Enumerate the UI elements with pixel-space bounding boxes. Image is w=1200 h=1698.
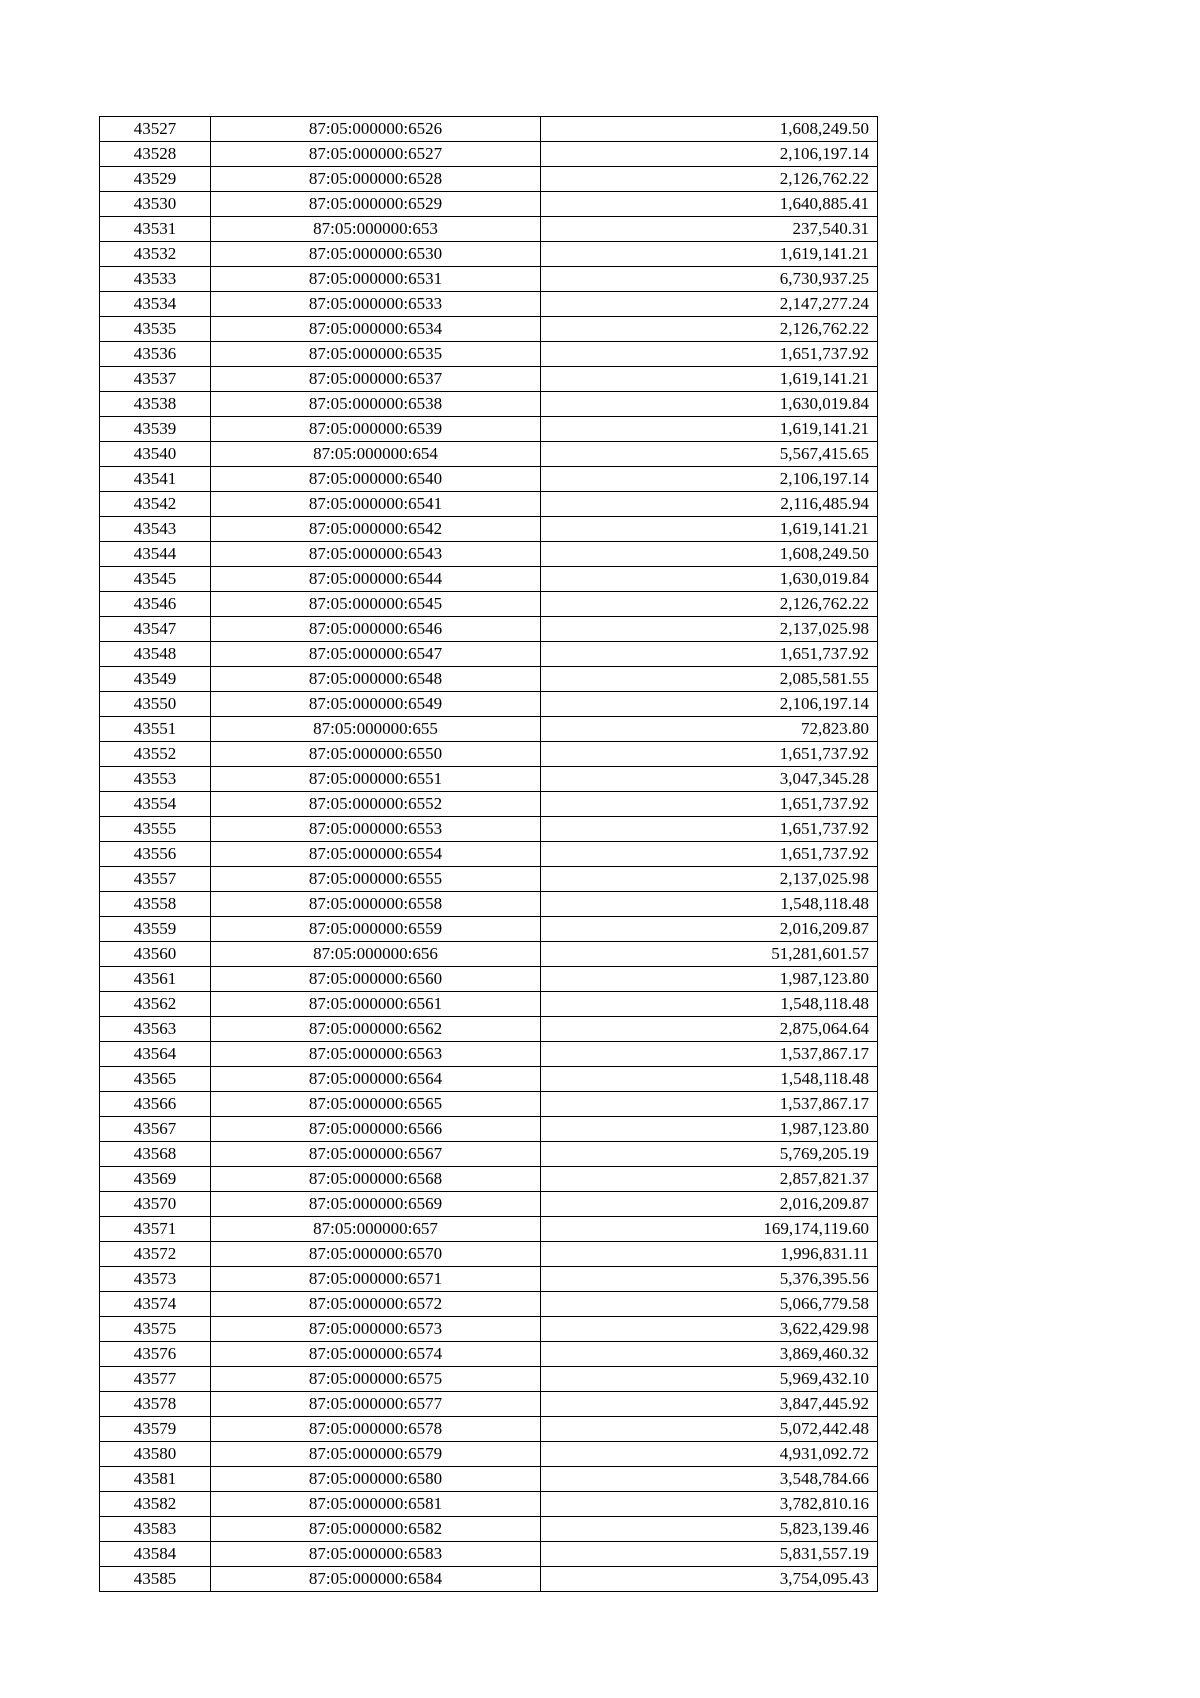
value-cell: 6,730,937.25: [541, 267, 878, 292]
table-row: [100, 892, 878, 917]
cadastral-number-cell: 87:05:000000:6533: [211, 292, 541, 317]
row-number-cell: 43578: [100, 1392, 211, 1417]
row-number-cell: 43563: [100, 1017, 211, 1042]
cadastral-number-cell: 87:05:000000:6540: [211, 467, 541, 492]
value-cell: 5,769,205.19: [541, 1142, 878, 1167]
table-row: [100, 842, 878, 867]
row-number-cell: 43567: [100, 1117, 211, 1142]
table-row: [100, 1467, 878, 1492]
value-cell: 3,548,784.66: [541, 1467, 878, 1492]
cadastral-number-cell: 87:05:000000:6567: [211, 1142, 541, 1167]
row-number-cell: 43585: [100, 1567, 211, 1592]
value-cell: 1,608,249.50: [541, 542, 878, 567]
row-number-cell: 43583: [100, 1517, 211, 1542]
row-number-cell: 43571: [100, 1217, 211, 1242]
row-number-cell: 43551: [100, 717, 211, 742]
cadastral-number-cell: 87:05:000000:6570: [211, 1242, 541, 1267]
cadastral-number-cell: 87:05:000000:6582: [211, 1517, 541, 1542]
row-number-cell: 43577: [100, 1367, 211, 1392]
row-number-cell: 43569: [100, 1167, 211, 1192]
cadastral-number-cell: 87:05:000000:6543: [211, 542, 541, 567]
cadastral-number-cell: 87:05:000000:6554: [211, 842, 541, 867]
row-number-cell: 43536: [100, 342, 211, 367]
cadastral-number-cell: 87:05:000000:6544: [211, 567, 541, 592]
value-cell: 2,085,581.55: [541, 667, 878, 692]
row-number-cell: 43581: [100, 1467, 211, 1492]
table-row: [100, 617, 878, 642]
row-number-cell: 43559: [100, 917, 211, 942]
value-cell: 1,619,141.21: [541, 242, 878, 267]
row-number-cell: 43539: [100, 417, 211, 442]
cadastral-number-cell: 87:05:000000:6565: [211, 1092, 541, 1117]
row-number-cell: 43548: [100, 642, 211, 667]
table-row: [100, 1442, 878, 1467]
table-row: [100, 767, 878, 792]
value-cell: 3,047,345.28: [541, 767, 878, 792]
row-number-cell: 43527: [100, 117, 211, 142]
row-number-cell: 43556: [100, 842, 211, 867]
value-cell: 1,630,019.84: [541, 392, 878, 417]
table-row: [100, 1142, 878, 1167]
value-cell: 1,619,141.21: [541, 517, 878, 542]
row-number-cell: 43545: [100, 567, 211, 592]
cadastral-number-cell: 87:05:000000:657: [211, 1217, 541, 1242]
table-row: [100, 567, 878, 592]
cadastral-number-cell: 87:05:000000:6531: [211, 267, 541, 292]
value-cell: 2,116,485.94: [541, 492, 878, 517]
table-row: [100, 1492, 878, 1517]
cadastral-number-cell: 87:05:000000:6561: [211, 992, 541, 1017]
value-cell: 2,147,277.24: [541, 292, 878, 317]
row-number-cell: 43584: [100, 1542, 211, 1567]
value-cell: 2,016,209.87: [541, 917, 878, 942]
value-cell: 5,969,432.10: [541, 1367, 878, 1392]
table-row: [100, 742, 878, 767]
row-number-cell: 43560: [100, 942, 211, 967]
cadastral-number-cell: 87:05:000000:6559: [211, 917, 541, 942]
value-cell: 1,640,885.41: [541, 192, 878, 217]
value-cell: 1,608,249.50: [541, 117, 878, 142]
table-row: [100, 192, 878, 217]
row-number-cell: 43537: [100, 367, 211, 392]
row-number-cell: 43554: [100, 792, 211, 817]
table-row: [100, 942, 878, 967]
value-cell: 1,537,867.17: [541, 1042, 878, 1067]
row-number-cell: 43568: [100, 1142, 211, 1167]
value-cell: 2,106,197.14: [541, 467, 878, 492]
cadastral-number-cell: 87:05:000000:6551: [211, 767, 541, 792]
value-cell: 1,987,123.80: [541, 967, 878, 992]
value-cell: 2,126,762.22: [541, 167, 878, 192]
table-row: [100, 867, 878, 892]
value-cell: 4,931,092.72: [541, 1442, 878, 1467]
row-number-cell: 43544: [100, 542, 211, 567]
row-number-cell: 43562: [100, 992, 211, 1017]
table-row: [100, 1217, 878, 1242]
table-row: [100, 417, 878, 442]
cadastral-number-cell: 87:05:000000:6546: [211, 617, 541, 642]
row-number-cell: 43575: [100, 1317, 211, 1342]
cadastral-number-cell: 87:05:000000:655: [211, 717, 541, 742]
table-row: [100, 292, 878, 317]
row-number-cell: 43565: [100, 1067, 211, 1092]
value-cell: 1,548,118.48: [541, 1067, 878, 1092]
table-row: [100, 1567, 878, 1592]
cadastral-number-cell: 87:05:000000:6528: [211, 167, 541, 192]
value-cell: 169,174,119.60: [541, 1217, 878, 1242]
cadastral-number-cell: 87:05:000000:6541: [211, 492, 541, 517]
table-row: [100, 392, 878, 417]
value-cell: 1,619,141.21: [541, 417, 878, 442]
table-row: [100, 1517, 878, 1542]
value-cell: 51,281,601.57: [541, 942, 878, 967]
value-cell: 2,137,025.98: [541, 617, 878, 642]
table-row: [100, 692, 878, 717]
table-row: [100, 1092, 878, 1117]
value-cell: 2,126,762.22: [541, 592, 878, 617]
row-number-cell: 43574: [100, 1292, 211, 1317]
value-cell: 5,831,557.19: [541, 1542, 878, 1567]
value-cell: 1,651,737.92: [541, 817, 878, 842]
cadastral-number-cell: 87:05:000000:6577: [211, 1392, 541, 1417]
table-row: [100, 967, 878, 992]
cadastral-number-cell: 87:05:000000:6550: [211, 742, 541, 767]
table-row: [100, 1292, 878, 1317]
row-number-cell: 43552: [100, 742, 211, 767]
data-table: [99, 116, 878, 1592]
table-row: [100, 1192, 878, 1217]
table-row: [100, 442, 878, 467]
value-cell: 3,869,460.32: [541, 1342, 878, 1367]
cadastral-number-cell: 87:05:000000:6529: [211, 192, 541, 217]
cadastral-number-cell: 87:05:000000:6552: [211, 792, 541, 817]
cadastral-number-cell: 87:05:000000:6581: [211, 1492, 541, 1517]
value-cell: 2,875,064.64: [541, 1017, 878, 1042]
cadastral-number-cell: 87:05:000000:6530: [211, 242, 541, 267]
cadastral-number-cell: 87:05:000000:6537: [211, 367, 541, 392]
cadastral-number-cell: 87:05:000000:6575: [211, 1367, 541, 1392]
value-cell: 2,857,821.37: [541, 1167, 878, 1192]
row-number-cell: 43541: [100, 467, 211, 492]
table-row: [100, 242, 878, 267]
table-row: [100, 1367, 878, 1392]
table-row: [100, 517, 878, 542]
value-cell: 2,106,197.14: [541, 142, 878, 167]
cadastral-number-cell: 87:05:000000:6580: [211, 1467, 541, 1492]
cadastral-number-cell: 87:05:000000:6545: [211, 592, 541, 617]
row-number-cell: 43543: [100, 517, 211, 542]
value-cell: 1,651,737.92: [541, 642, 878, 667]
value-cell: 1,651,737.92: [541, 342, 878, 367]
value-cell: 3,782,810.16: [541, 1492, 878, 1517]
row-number-cell: 43555: [100, 817, 211, 842]
value-cell: 1,651,737.92: [541, 842, 878, 867]
cadastral-number-cell: 87:05:000000:6578: [211, 1417, 541, 1442]
row-number-cell: 43540: [100, 442, 211, 467]
row-number-cell: 43547: [100, 617, 211, 642]
table-row: [100, 667, 878, 692]
row-number-cell: 43549: [100, 667, 211, 692]
table-row: [100, 1342, 878, 1367]
table-row: [100, 117, 878, 142]
cadastral-number-cell: 87:05:000000:6568: [211, 1167, 541, 1192]
cadastral-number-cell: 87:05:000000:6579: [211, 1442, 541, 1467]
table-row: [100, 142, 878, 167]
table-row: [100, 1167, 878, 1192]
value-cell: 1,651,737.92: [541, 792, 878, 817]
value-cell: 3,622,429.98: [541, 1317, 878, 1342]
cadastral-number-cell: 87:05:000000:6564: [211, 1067, 541, 1092]
table-row: [100, 1267, 878, 1292]
row-number-cell: 43546: [100, 592, 211, 617]
table-row: [100, 717, 878, 742]
table-row: [100, 542, 878, 567]
row-number-cell: 43529: [100, 167, 211, 192]
row-number-cell: 43533: [100, 267, 211, 292]
row-number-cell: 43582: [100, 1492, 211, 1517]
cadastral-number-cell: 87:05:000000:6539: [211, 417, 541, 442]
table-body: [100, 117, 878, 1592]
row-number-cell: 43542: [100, 492, 211, 517]
cadastral-number-cell: 87:05:000000:6571: [211, 1267, 541, 1292]
value-cell: 5,072,442.48: [541, 1417, 878, 1442]
cadastral-number-cell: 87:05:000000:6542: [211, 517, 541, 542]
table-row: [100, 367, 878, 392]
cadastral-number-cell: 87:05:000000:6558: [211, 892, 541, 917]
row-number-cell: 43576: [100, 1342, 211, 1367]
table-row: [100, 317, 878, 342]
cadastral-number-cell: 87:05:000000:6584: [211, 1567, 541, 1592]
table-row: [100, 1392, 878, 1417]
cadastral-number-cell: 87:05:000000:6526: [211, 117, 541, 142]
row-number-cell: 43534: [100, 292, 211, 317]
cadastral-number-cell: 87:05:000000:6534: [211, 317, 541, 342]
value-cell: 1,619,141.21: [541, 367, 878, 392]
row-number-cell: 43558: [100, 892, 211, 917]
value-cell: 1,651,737.92: [541, 742, 878, 767]
row-number-cell: 43531: [100, 217, 211, 242]
cadastral-number-cell: 87:05:000000:6560: [211, 967, 541, 992]
cadastral-number-cell: 87:05:000000:6538: [211, 392, 541, 417]
cadastral-number-cell: 87:05:000000:6535: [211, 342, 541, 367]
table-row: [100, 1067, 878, 1092]
row-number-cell: 43538: [100, 392, 211, 417]
row-number-cell: 43528: [100, 142, 211, 167]
table-row: [100, 167, 878, 192]
row-number-cell: 43553: [100, 767, 211, 792]
value-cell: 1,630,019.84: [541, 567, 878, 592]
value-cell: 5,823,139.46: [541, 1517, 878, 1542]
value-cell: 72,823.80: [541, 717, 878, 742]
table-row: [100, 1042, 878, 1067]
table-row: [100, 592, 878, 617]
value-cell: 5,066,779.58: [541, 1292, 878, 1317]
cadastral-number-cell: 87:05:000000:6527: [211, 142, 541, 167]
table-row: [100, 467, 878, 492]
row-number-cell: 43580: [100, 1442, 211, 1467]
cadastral-number-cell: 87:05:000000:654: [211, 442, 541, 467]
value-cell: 5,376,395.56: [541, 1267, 878, 1292]
cadastral-number-cell: 87:05:000000:653: [211, 217, 541, 242]
table-row: [100, 1242, 878, 1267]
value-cell: 2,106,197.14: [541, 692, 878, 717]
row-number-cell: 43564: [100, 1042, 211, 1067]
value-cell: 237,540.31: [541, 217, 878, 242]
table-row: [100, 817, 878, 842]
row-number-cell: 43561: [100, 967, 211, 992]
table-row: [100, 992, 878, 1017]
cadastral-number-cell: 87:05:000000:6569: [211, 1192, 541, 1217]
cadastral-number-cell: 87:05:000000:6572: [211, 1292, 541, 1317]
row-number-cell: 43557: [100, 867, 211, 892]
value-cell: 1,537,867.17: [541, 1092, 878, 1117]
value-cell: 3,847,445.92: [541, 1392, 878, 1417]
table-row: [100, 342, 878, 367]
table-row: [100, 267, 878, 292]
value-cell: 1,548,118.48: [541, 892, 878, 917]
row-number-cell: 43573: [100, 1267, 211, 1292]
cadastral-number-cell: 87:05:000000:6573: [211, 1317, 541, 1342]
table-row: [100, 1317, 878, 1342]
cadastral-number-cell: 87:05:000000:656: [211, 942, 541, 967]
table-row: [100, 917, 878, 942]
value-cell: 3,754,095.43: [541, 1567, 878, 1592]
cadastral-number-cell: 87:05:000000:6566: [211, 1117, 541, 1142]
row-number-cell: 43579: [100, 1417, 211, 1442]
row-number-cell: 43570: [100, 1192, 211, 1217]
value-cell: 1,996,831.11: [541, 1242, 878, 1267]
table-row: [100, 1417, 878, 1442]
value-cell: 1,987,123.80: [541, 1117, 878, 1142]
cadastral-number-cell: 87:05:000000:6555: [211, 867, 541, 892]
table-row: [100, 492, 878, 517]
table-row: [100, 642, 878, 667]
cadastral-number-cell: 87:05:000000:6574: [211, 1342, 541, 1367]
row-number-cell: 43566: [100, 1092, 211, 1117]
cadastral-number-cell: 87:05:000000:6549: [211, 692, 541, 717]
cadastral-number-cell: 87:05:000000:6562: [211, 1017, 541, 1042]
value-cell: 5,567,415.65: [541, 442, 878, 467]
table-row: [100, 1117, 878, 1142]
row-number-cell: 43532: [100, 242, 211, 267]
cadastral-number-cell: 87:05:000000:6583: [211, 1542, 541, 1567]
value-cell: 2,126,762.22: [541, 317, 878, 342]
table-row: [100, 217, 878, 242]
cadastral-number-cell: 87:05:000000:6548: [211, 667, 541, 692]
value-cell: 2,137,025.98: [541, 867, 878, 892]
table-row: [100, 1017, 878, 1042]
row-number-cell: 43572: [100, 1242, 211, 1267]
value-cell: 2,016,209.87: [541, 1192, 878, 1217]
row-number-cell: 43550: [100, 692, 211, 717]
row-number-cell: 43535: [100, 317, 211, 342]
table-row: [100, 792, 878, 817]
cadastral-number-cell: 87:05:000000:6563: [211, 1042, 541, 1067]
cadastral-number-cell: 87:05:000000:6547: [211, 642, 541, 667]
value-cell: 1,548,118.48: [541, 992, 878, 1017]
table-row: [100, 1542, 878, 1567]
row-number-cell: 43530: [100, 192, 211, 217]
cadastral-number-cell: 87:05:000000:6553: [211, 817, 541, 842]
